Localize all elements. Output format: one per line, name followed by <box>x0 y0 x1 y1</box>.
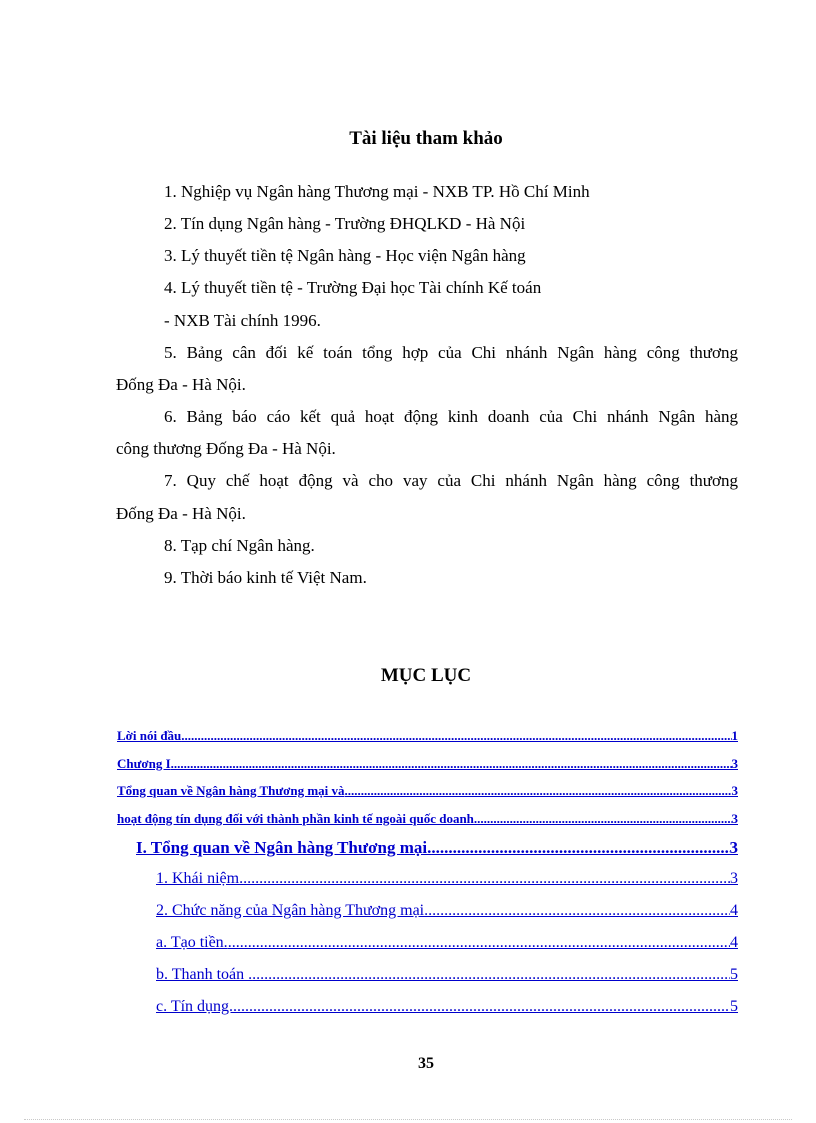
toc-entry-label: Lời nói đầu <box>117 728 182 743</box>
toc-leader <box>181 728 731 744</box>
toc-entry-tong-quan[interactable] <box>117 783 738 799</box>
toc-entry-tao-tien[interactable] <box>156 934 738 952</box>
reference-item-5: 5. Bảng cân đối kế toán tổng hợp của Chi nhánh Ngân hàng công thương <box>164 343 738 362</box>
reference-item-4: 4. Lý thuyết tiền tệ - Trường Đại học Tài chính Kế toán <box>164 278 542 297</box>
toc-title: MỤC LỤC <box>380 665 472 686</box>
toc-entry-label: 2. Chức năng của Ngân hàng Thương mại <box>156 902 425 919</box>
toc-entry-chuc-nang[interactable] <box>156 902 738 920</box>
toc-entry-page: 1 <box>731 728 738 743</box>
toc-entry-label: a. Tạo tiền. <box>156 934 228 951</box>
toc-leader <box>345 783 732 799</box>
toc-entry-page: 3 <box>731 756 738 771</box>
toc-entry-label: 1. Khái niệm. <box>156 870 244 887</box>
toc-entry-page: 4 <box>730 902 738 919</box>
toc-entry-tin-dung[interactable] <box>156 998 738 1016</box>
toc-entry-label: Chương I <box>117 756 171 771</box>
toc-entry-loi-noi-dau[interactable] <box>117 728 738 744</box>
reference-item-6: 6. Bảng báo cáo kết quả hoạt động kinh doanh của Chi nhánh Ngân hàng <box>164 407 738 426</box>
toc-entry-page: 5 <box>730 998 738 1015</box>
reference-item-4-cont: - NXB Tài chính 1996. <box>164 311 321 330</box>
toc-leader <box>477 811 731 827</box>
reference-item-1: 1. Nghiệp vụ Ngân hàng Thương mại - NXB TP. Hồ Chí Minh <box>164 182 590 201</box>
toc-entry-thanh-toan[interactable] <box>156 966 738 984</box>
reference-item-7-cont: Đống Đa - Hà Nội. <box>116 504 246 523</box>
toc-entry-page: 3 <box>730 870 738 887</box>
toc-leader <box>252 966 730 984</box>
toc-entry-page: 3 <box>729 838 738 857</box>
toc-entry-chuong-1[interactable] <box>117 756 738 772</box>
toc-entry-label: Tổng quan về Ngân hàng Thương mại và <box>117 783 345 798</box>
toc-leader <box>424 902 730 920</box>
reference-item-5-cont: Đống Đa - Hà Nội. <box>116 375 246 394</box>
toc-entry-page: 5 <box>730 966 738 983</box>
toc-entry-label: b. Thanh toán . <box>156 966 253 983</box>
references-title: Tài liệu tham khảo <box>349 128 503 149</box>
toc-entry-page: 3 <box>731 811 738 826</box>
toc-leader <box>228 934 730 952</box>
reference-item-9: 9. Thời báo kinh tế Việt Nam. <box>164 568 367 587</box>
reference-item-2: 2. Tín dụng Ngân hàng - Trường ĐHQLKD - Hà Nội <box>164 214 526 233</box>
toc-leader <box>171 756 732 772</box>
toc-entry-label: c. Tín dụng. <box>156 998 234 1015</box>
reference-item-8: 8. Tạp chí Ngân hàng. <box>164 536 315 555</box>
page-bottom-divider <box>24 1119 792 1120</box>
toc-entry-page: 3 <box>731 783 738 798</box>
page-number: 35 <box>418 1055 434 1072</box>
reference-item-7: 7. Quy chế hoạt động và cho vay của Chi nhánh Ngân hàng công thương <box>164 471 738 490</box>
toc-entry-hoat-dong-tin-dung[interactable] <box>117 811 738 827</box>
toc-leader <box>233 998 730 1016</box>
toc-entry-section-1[interactable] <box>136 838 738 858</box>
reference-item-3: 3. Lý thuyết tiền tệ Ngân hàng - Học viện Ngân hàng <box>164 246 526 265</box>
toc-entry-label: I. Tổng quan về Ngân hàng Thương mại. <box>136 838 432 857</box>
toc-leader <box>243 870 730 888</box>
toc-entry-label: hoạt động tín dụng đối với thành phần kinh tế ngoài quốc doanh. <box>117 811 478 826</box>
toc-entry-khai-niem[interactable] <box>156 870 738 888</box>
toc-leader <box>431 838 729 858</box>
toc-entry-page: 4 <box>730 934 738 951</box>
reference-item-6-cont: công thương Đống Đa - Hà Nội. <box>116 439 336 458</box>
